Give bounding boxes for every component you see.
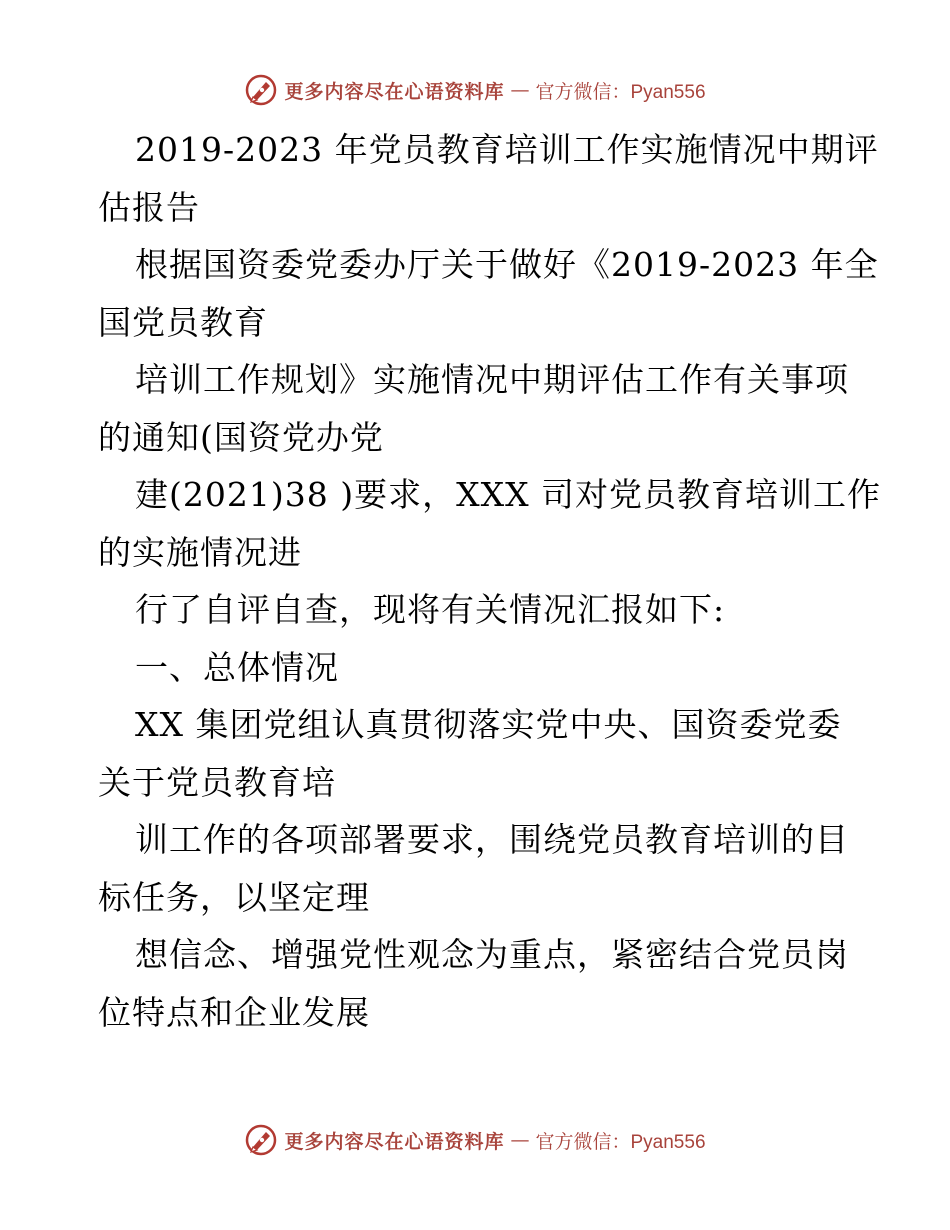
document-body bbox=[98, 121, 882, 1041]
text-line: 关于党员教育培 bbox=[98, 762, 336, 802]
text-line: 2019-2023 年党员教育培训工作实施情况中期评 bbox=[135, 130, 879, 169]
paragraph bbox=[98, 581, 858, 639]
paragraph bbox=[98, 696, 858, 811]
paragraph bbox=[98, 466, 882, 581]
pen-logo-icon bbox=[244, 73, 278, 107]
text-line: 国党员教育 bbox=[98, 302, 268, 342]
pen-logo-icon bbox=[244, 1123, 278, 1157]
text-line: 位特点和企业发展 bbox=[98, 992, 370, 1032]
text-line: 的通知(国资党办党 bbox=[98, 417, 384, 457]
text-line: 一、总体情况 bbox=[135, 647, 339, 687]
text-line: 训工作的各项部署要求，围绕党员教育培训的目 bbox=[135, 820, 849, 859]
text-line: 标任务，以坚定理 bbox=[98, 877, 370, 917]
banner-separator: — bbox=[510, 1129, 530, 1151]
text-line: 建(2021)38 )要求，XXX 司对党员教育培训工作 bbox=[135, 475, 882, 514]
banner-title: 更多内容尽在心语资料库 bbox=[284, 80, 505, 103]
banner-title: 更多内容尽在心语资料库 bbox=[284, 1130, 505, 1153]
paragraph bbox=[98, 811, 858, 926]
text-line: 估报告 bbox=[98, 187, 200, 227]
text-line: 根据国资委党委办厅关于做好《2019-2023 年全 bbox=[135, 245, 879, 284]
text-line: 培训工作规划》实施情况中期评估工作有关事项 bbox=[135, 360, 849, 399]
text-line: 的实施情况进 bbox=[98, 532, 302, 572]
text-line: 想信念、增强党性观念为重点，紧密结合党员岗 bbox=[135, 935, 849, 974]
banner-contact: 官方微信：Pyan556 bbox=[535, 81, 706, 103]
paragraph bbox=[98, 236, 879, 351]
text-line: 行了自评自查，现将有关情况汇报如下: bbox=[135, 590, 726, 629]
section-heading bbox=[98, 639, 858, 697]
paragraph bbox=[98, 351, 858, 466]
paragraph bbox=[98, 926, 858, 1041]
banner-separator: — bbox=[510, 79, 530, 101]
footer-banner bbox=[0, 1120, 950, 1160]
banner-contact: 官方微信：Pyan556 bbox=[535, 1131, 706, 1153]
text-line: XX 集团党组认真贯彻落实党中央、国资委党委 bbox=[135, 705, 842, 744]
header-banner bbox=[0, 70, 950, 110]
document-title bbox=[98, 121, 879, 236]
